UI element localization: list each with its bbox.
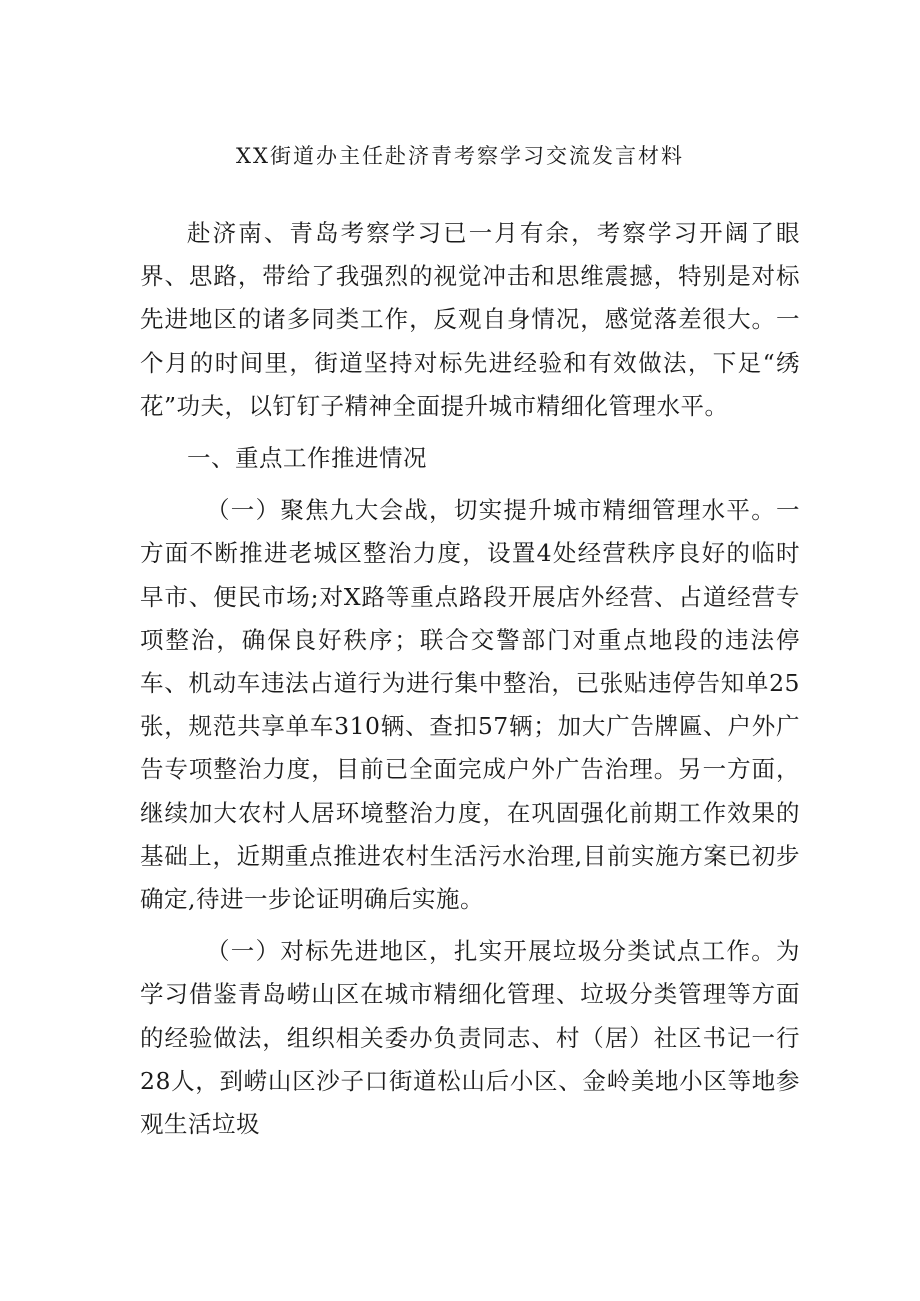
section-heading: 一、重点工作推进情况 [187,444,427,473]
intro-paragraph: 赴济南、青岛考察学习已一月有余，考察学习开阔了眼界、思路，带给了我强烈的视觉冲击和思维震撼，特别是对标先进地区的诸多同类工作，反观自身情况，感觉落差很大。一个月的时间里，街道坚持对标先进经验和有效做法，下足“绣花”功夫，以钉钉子精神全面提升城市精细化管理水平。 [140,219,800,420]
document-title: XX街道办主任赴济青考察学习交流发言材料 [236,144,684,168]
subsection-paragraph-1: （一）聚焦九大会战，切实提升城市精细管理水平。一方面不断推进老城区整治力度，设置4处经营秩序良好的临时早市、便民市场;对X路等重点路段开展店外经营、占道经营专项整治，确保良好秩序；联合交警部门对重点地段的违法停车、机动车违法占道行为进行集中整治，已张贴违停告知单25张，规范共享单车310辆、查扣57辆；加大广告牌匾、户外广告专项整治力度，目前已全面完成户外广告治理。另一方面，继续加大农村人居环境整治力度，在巩固强化前期工作效果的基础上，近期重点推进农村生活污水治理,目前实施方案已初步确定,待进一步论证明确后实施。 [140,496,800,914]
subsection-paragraph-2: （一）对标先进地区，扎实开展垃圾分类试点工作。为学习借鉴青岛崂山区在城市精细化管理、垃圾分类管理等方面的经验做法，组织相关委办负责同志、村（居）社区书记一行28人，到崂山区沙子口街道松山后小区、金岭美地小区等地参观生活垃圾 [140,937,800,1139]
document-body [140,212,800,1146]
